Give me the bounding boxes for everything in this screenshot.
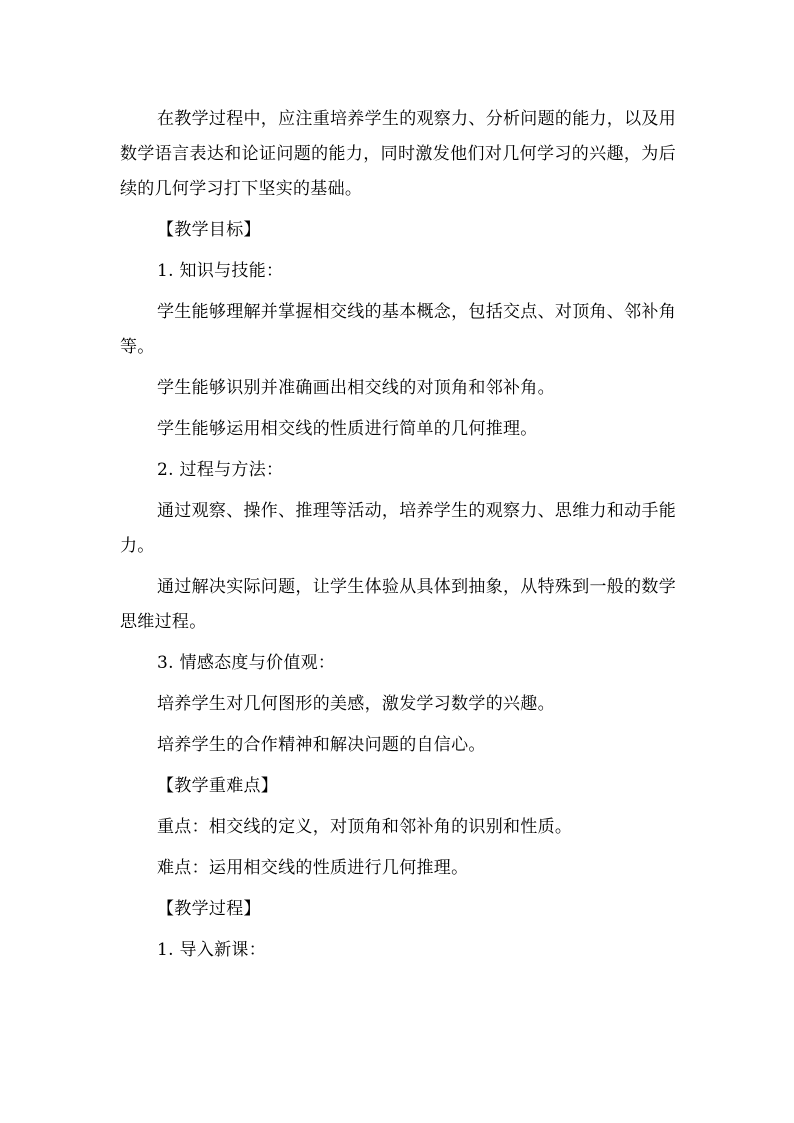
section-heading-key-points: 【教学重难点】 (157, 776, 279, 796)
subheading-introduction: 1. 导入新课： (157, 940, 267, 960)
goal-paragraph: 通过观察、操作、推理等活动，培养学生的观察力、思维力和动手能力。 (120, 501, 676, 556)
goal-paragraph: 学生能够识别并准确画出相交线的对顶角和邻补角。 (157, 378, 555, 398)
goal-paragraph: 学生能够理解并掌握相交线的基本概念，包括交点、对顶角、邻补角等。 (120, 302, 676, 357)
section-heading-teaching-process: 【教学过程】 (157, 899, 261, 919)
goal-paragraph: 培养学生的合作精神和解决问题的自信心。 (157, 735, 486, 755)
difficulty-paragraph: 难点：运用相交线的性质进行几何推理。 (157, 858, 469, 878)
subheading-attitudes-values: 3. 情感态度与价值观： (157, 653, 336, 673)
subheading-process-methods: 2. 过程与方法： (157, 460, 284, 480)
key-point-paragraph: 重点：相交线的定义，对顶角和邻补角的识别和性质。 (157, 817, 573, 837)
goal-paragraph: 培养学生对几何图形的美感，激发学习数学的兴趣。 (157, 694, 555, 714)
goal-paragraph: 通过解决实际问题，让学生体验从具体到抽象，从特殊到一般的数学思维过程。 (120, 577, 676, 632)
section-heading-teaching-goals: 【教学目标】 (157, 220, 261, 240)
goal-paragraph: 学生能够运用相交线的性质进行简单的几何推理。 (157, 419, 538, 439)
intro-paragraph: 在教学过程中，应注重培养学生的观察力、分析问题的能力，以及用数学语言表达和论证问题的能力，同时激发他们对几何学习的兴趣，为后续的几何学习打下坚实的基础。 (120, 109, 676, 199)
subheading-knowledge-skills: 1. 知识与技能： (157, 261, 284, 281)
document-body (120, 102, 676, 974)
